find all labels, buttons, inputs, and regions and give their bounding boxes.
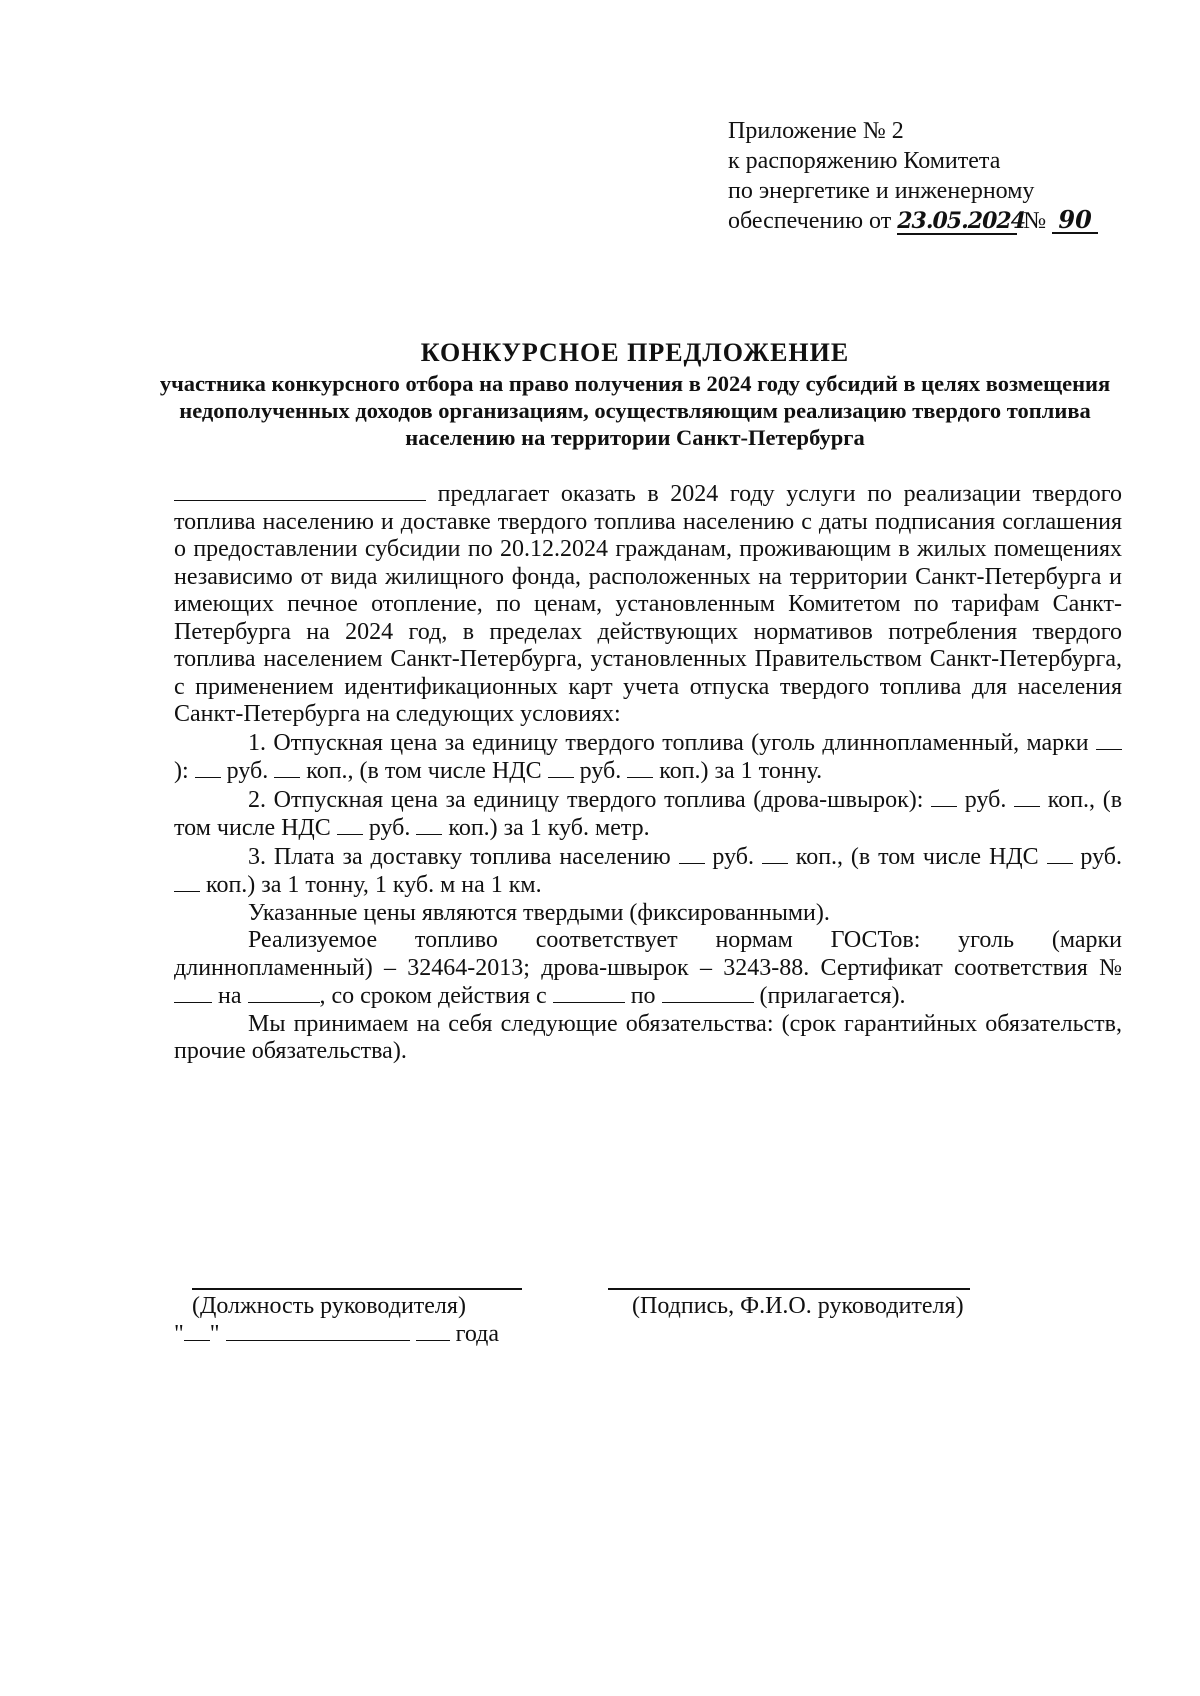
- obligations-paragraph: Мы принимаем на себя следующие обязательства: (срок гарантийных обязательств, прочие обязательства).: [174, 1010, 1122, 1064]
- coal-price-rub-blank[interactable]: [195, 757, 221, 778]
- date-quote-open: ": [174, 1321, 184, 1347]
- delivery-rub-blank[interactable]: [679, 843, 705, 864]
- item-3-text-a: 3. Плата за доставку топлива населению: [248, 843, 671, 870]
- coal-vat-rub-blank[interactable]: [548, 757, 574, 778]
- item-1-text-e: руб.: [579, 758, 622, 784]
- item-3-text-b: руб.: [712, 843, 754, 870]
- appendix-block: [728, 116, 1148, 236]
- month-blank[interactable]: [226, 1320, 410, 1341]
- item-1-paragraph: [174, 729, 1122, 786]
- document-title: КОНКУРСНОЕ ПРЕДЛОЖЕНИЕ: [420, 338, 850, 367]
- wood-vat-rub-blank[interactable]: [337, 814, 363, 835]
- year-blank[interactable]: [416, 1320, 450, 1341]
- item-2-text-b: руб.: [964, 786, 1007, 813]
- item-1-text-d: коп., (в том числе НДС: [306, 758, 542, 784]
- delivery-vat-kop-blank[interactable]: [174, 871, 200, 892]
- item-2-paragraph: [174, 786, 1122, 843]
- item-2-text-e: коп.) за 1 куб. метр.: [448, 815, 650, 841]
- intro-paragraph: [174, 480, 1122, 729]
- item-3-paragraph: [174, 843, 1122, 900]
- organization-name-blank[interactable]: [174, 480, 426, 501]
- certificate-number-blank[interactable]: [174, 982, 212, 1003]
- appendix-line-1: Приложение № 2: [728, 118, 904, 144]
- gost-text-d: по: [630, 983, 656, 1009]
- coal-grade-blank[interactable]: [1096, 729, 1122, 750]
- item-3-text-c: коп., (в том числе НДС: [795, 843, 1039, 870]
- signature-date-row: [174, 1320, 499, 1348]
- item-3-text-d: руб.: [1080, 843, 1122, 870]
- item-1-text-b: ):: [174, 758, 189, 784]
- wood-price-rub-blank[interactable]: [931, 786, 957, 807]
- wood-price-kop-blank[interactable]: [1014, 786, 1040, 807]
- item-3-text-e: коп.) за 1 тонну, 1 куб. м на 1 км.: [206, 872, 542, 898]
- signature-label: (Подпись, Ф.И.О. руководителя): [632, 1293, 964, 1319]
- year-word: года: [455, 1321, 500, 1347]
- validity-from-blank[interactable]: [553, 982, 625, 1003]
- appendix-date-prefix: обеспечению от: [728, 208, 892, 234]
- fixed-prices-paragraph: Указанные цены являются твердыми (фиксированными).: [248, 899, 830, 926]
- coal-vat-kop-blank[interactable]: [627, 757, 653, 778]
- gost-text-c: , со сроком действия с: [319, 983, 547, 1009]
- position-label: (Должность руководителя): [192, 1293, 466, 1319]
- item-2-text-d: руб.: [368, 815, 411, 841]
- date-quote-close: ": [209, 1321, 220, 1347]
- wood-vat-kop-blank[interactable]: [416, 814, 442, 835]
- document-subtitle: участника конкурсного отбора на право получения в 2024 году субсидий в целях возмещения недополученных доходов организациям, осуществляющим реализацию твердого топлива населению на территории Санкт-Петербурга: [159, 371, 1111, 450]
- gost-text-b: на: [218, 983, 242, 1009]
- item-2-text-c: коп., (в том числе НДС: [174, 786, 1123, 841]
- item-1-text-a: 1. Отпускная цена за единицу твердого топлива (уголь длиннопламенный, марки: [248, 729, 1089, 756]
- appendix-line-2: к распоряжению Комитета: [728, 148, 1001, 174]
- appendix-line-3: по энергетике и инженерному: [728, 178, 1035, 204]
- number-sign: №: [1023, 208, 1047, 234]
- handwritten-number: 90: [1052, 208, 1098, 234]
- gost-text-a: Реализуемое топливо соответствует нормам ГОСТов: уголь (марки длиннопламенный) – 32464-2013; дрова-швырок – 3243-88. Сертификат соответствия №: [174, 927, 1122, 981]
- delivery-vat-rub-blank[interactable]: [1047, 843, 1073, 864]
- coal-price-kop-blank[interactable]: [274, 757, 300, 778]
- intro-text: предлагает оказать в 2024 году услуги по реализации твердого топлива населению и доставке твердого топлива населению с даты подписания соглашения о предоставлении субсидии по 20.12.2024 гражданам, проживающим в жилых помещениях независимо от вида жилищного фонда, расположенных на территории Санкт-Петербурга и имеющих печное отопление, по ценам, установленным Комитетом по тарифам Санкт-Петербурга на 2024 год, в пределах действующих нормативов потребления твердого топлива населением Санкт-Петербурга, установленных Правительством Санкт-Петербурга, с применением идентификационных карт учета отпуска твердого топлива для населения Санкт-Петербурга на следующих условиях:: [174, 481, 1123, 727]
- document-body: [174, 480, 1122, 1066]
- gost-text-e: (прилагается).: [759, 983, 906, 1009]
- item-2-text-a: 2. Отпускная цена за единицу твердого топлива (дрова-швырок):: [248, 786, 924, 813]
- item-1-text-c: руб.: [226, 758, 269, 784]
- handwritten-date: 23.05.2024: [897, 208, 1025, 234]
- item-1-text-f: коп.) за 1 тонну.: [659, 758, 823, 784]
- position-signature-line[interactable]: [192, 1288, 522, 1290]
- day-blank[interactable]: [184, 1320, 210, 1341]
- validity-to-blank[interactable]: [662, 982, 754, 1003]
- name-signature-line[interactable]: [608, 1288, 970, 1290]
- appendix-line-4: [728, 206, 1148, 236]
- certificate-date-blank[interactable]: [248, 982, 320, 1003]
- delivery-kop-blank[interactable]: [762, 843, 788, 864]
- gost-paragraph: [174, 927, 1122, 1011]
